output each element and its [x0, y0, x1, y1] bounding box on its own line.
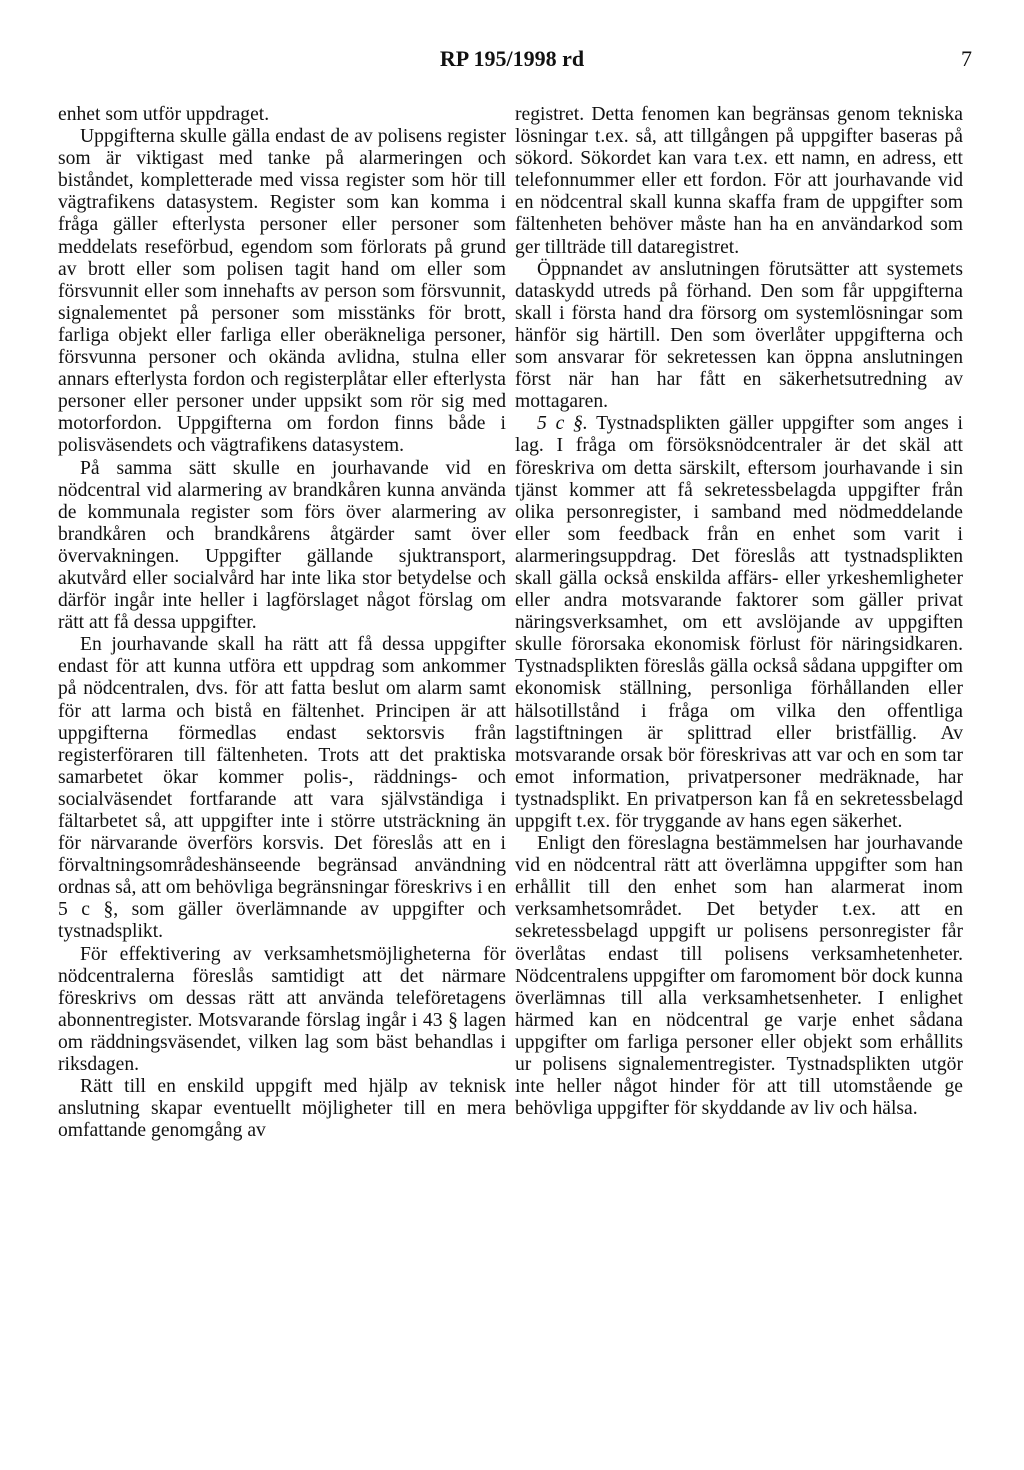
paragraph: För effektivering av verksamhetsmöjligheterna för nödcentralerna föreslås samtidigt att det närmare föreskrivs om dessas rätt att använda teleföretagens abonnentregister. Motsvarande förslag ingår i 43 § lagen om räddningsväsendet, vilken lag som bäst behandlas i riksdagen.: [58, 943, 506, 1076]
paragraph: På samma sätt skulle en jourhavande vid en nödcentral vid alarmering av brandkåren kunna använda de kommunala register som förs över alarmering av brandkåren och brandkårens åtgärder samt över övervakningen. Uppgifter gällande sjuktransport, akutvård eller socialvård har inte lika stor betydelse och därför ingår inte heller i lagförslaget något förslag om rätt att få dessa uppgifter.: [58, 457, 506, 634]
section-lead: 5 c §.: [537, 413, 588, 435]
section-paragraph-5c: [515, 413, 963, 833]
page-title: RP 195/1998 rd: [439, 46, 585, 71]
paragraph: Uppgifterna skulle gälla endast de av polisens register som är viktigast med tanke på alarmeringen och biståndet, kompletterade med vissa register som hör till vägtrafikens datasystem. Register som kan komma i fråga gäller efterlysta personer eller personer som meddelats reseförbud, egendom som förlorats på grund av brott eller som polisen tagit hand om eller som försvunnit eller som innehafts av person som försvunnit, signalementet på personer som misstänks för brott, farliga objekt eller farliga eller oberäkneliga personer, försvunna personer och okända avlidna, stulna eller annars efterlysta fordon och registerplåtar eller efterlysta personer eller personer under uppsikt som rör sig med motorfordon. Uppgifterna om fordon finns både i polisväsendets och vägtrafikens datasystem.: [58, 126, 506, 457]
paragraph: Enligt den föreslagna bestämmelsen har jourhavande vid en nödcentral rätt att överlämna uppgifter som han erhållit till den enhet som han alarmerat inom verksamhetsområdet. Det betyder t.ex. att en sekretessbelagd uppgift ur polisens personregister får överlåtas endast till polisens verksamhetenheter. Nödcentralens uppgifter om faromoment bör dock kunna överlämnas till alla verksamhetsenheter. I enlighet härmed kan en nödcentral ge varje enhet sådana uppgifter om farliga personer eller objekt som erhållits ur polisens signalementregister. Tystnadsplikten utgör inte heller något hinder för att till utomstående ge behövliga uppgifter för skyddande av liv och hälsa.: [515, 833, 963, 1120]
right-column: [515, 104, 963, 1120]
paragraph: Rätt till en enskild uppgift med hjälp av teknisk anslutning skapar eventuellt möjligheter till en mera omfattande genomgång av: [58, 1076, 506, 1142]
paragraph: registret. Detta fenomen kan begränsas genom tekniska lösningar t.ex. så, att tillgången på uppgifter baseras på sökord. Sökordet kan vara t.ex. ett namn, en adress, ett telefonnummer eller ett fordon. För att jourhavande vid en nödcentral skall kunna skaffa fram de uppgifter som fältenheten behöver måste han ha en användarkod som ger tillträde till dataregistret.: [515, 104, 963, 258]
paragraph: Öppnandet av anslutningen förutsätter att systemets dataskydd utreds på förhand. Den som får uppgifterna skall i första hand dra försorg om systemlösningar som hänför sig härtill. Den som överlåter uppgifterna och som ansvarar för sekretessen kan öppna anslutningen först när han har fått en säkerhetsutredning av mottagaren.: [515, 258, 963, 413]
paragraph: En jourhavande skall ha rätt att få dessa uppgifter endast för att kunna utföra ett uppdrag som ankommer på nödcentralen, dvs. för att fatta beslut om alarm samt för att larma och bistå en fältenhet. Principen är att uppgifterna förmedlas endast sektorsvis från registerföraren till fältenheten. Trots att det praktiska samarbetet ökar kommer polis-, räddnings- och socialväsendet fortfarande att vara självständiga i fältarbetet så, att uppgifter inte i större utsträckning än för närvarande överförs korsvis. Det föreslås att en i förvaltningsområdeshänseende begränsad användning ordnas så, att om behövliga begränsningar föreskrivs i en 5 c §, som gäller överlämnande av uppgifter och tystnadsplikt.: [58, 634, 506, 943]
section-text: Tystnadsplikten gäller uppgifter som anges i lag. I fråga om försöksnödcentraler är det skäl att föreskriva om detta särskilt, eftersom jourhavande i sin tjänst kommer att få sekretessbelagda uppgifter från olika personregister, i samband med nödmeddelande eller som feedback från en enhet som varit i alarmeringsuppdrag. Det föreslås att tystnadsplikten skall gälla också enskilda affärs- eller yrkeshemligheter eller andra motsvarande faktorer som gäller privat näringsverksamhet, om ett avslöjande av uppgiften skulle förorsaka ekonomisk förlust för näringsidkaren. Tystnadsplikten föreslås gälla också sådana uppgifter om ekonomisk ställning, personliga förhållanden eller hälsotillstånd i fråga om vilka den offentliga lagstiftningen är splittrad eller bristfällig. Av motsvarande orsak bör föreskrivas att var och en som tar emot information, privatpersoner medräknade, har tystnadsplikt. En privatperson kan få en sekretessbelagd uppgift t.ex. för tryggande av hans egen säkerhet.: [515, 413, 963, 832]
paragraph: enhet som utför uppdraget.: [58, 104, 270, 125]
left-column: [58, 104, 506, 1142]
page-number: 7: [961, 46, 972, 71]
page-header: [0, 42, 1024, 82]
